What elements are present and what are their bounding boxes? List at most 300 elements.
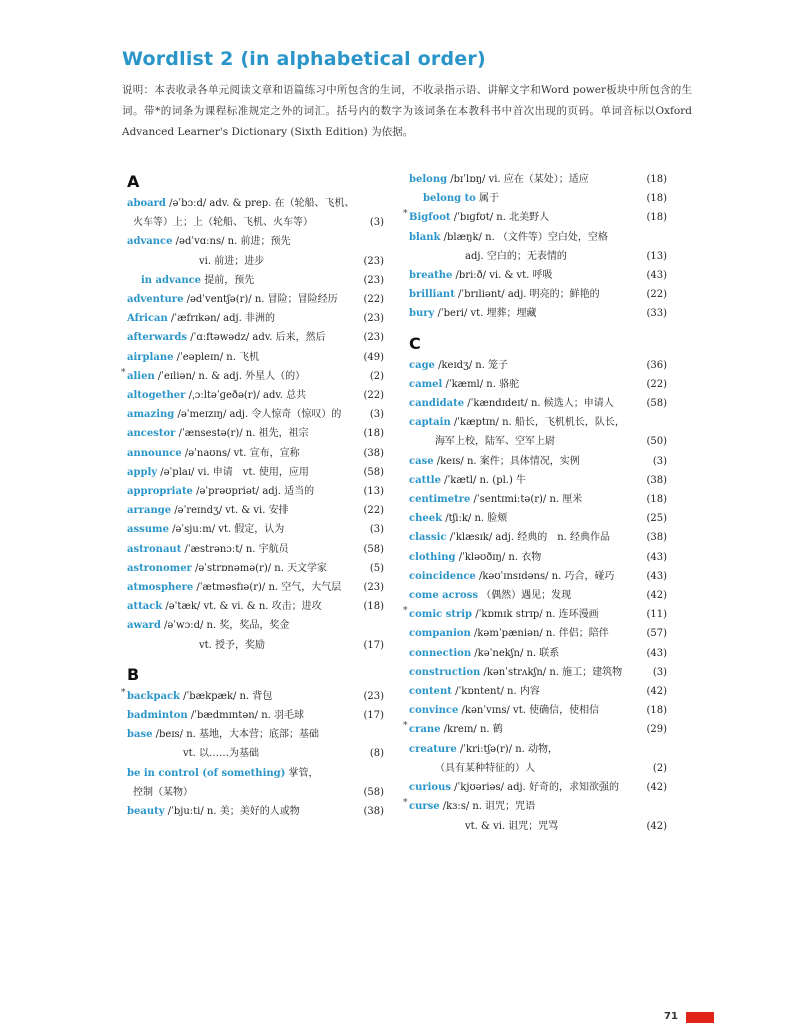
wordlist-entry [409,304,667,323]
headword: candidate [409,398,465,410]
entry-text [127,271,360,290]
entry-text [409,644,643,663]
headword: base [127,729,153,741]
page-ref: (42) [646,782,667,794]
page-ref: (11) [646,609,667,621]
entry-line [403,797,667,816]
entry-continuation-line [127,744,384,763]
entry-text [127,616,360,635]
page-ref: (8) [369,748,384,760]
entry-line [409,778,667,797]
page-ref: (38) [363,806,384,818]
entry-text: vt. & vi. 诅咒；咒骂 [465,820,559,832]
entry-continuation-line [409,817,667,836]
definition: （偶然）遇见；发现 [477,590,572,602]
entry-line [409,548,667,567]
headword: African [127,313,168,325]
asterisk-mark: * [403,606,408,617]
headword: connection [409,647,472,659]
entry-text [409,778,643,797]
definition: /ˈæfrɪkən/ adj. 非洲的 [167,313,275,325]
headword: assume [127,524,169,536]
asterisk-mark: * [403,721,408,732]
wordlist-entry [121,367,384,386]
entry-line [127,309,384,328]
wordlist-entry [409,586,667,605]
entry-line [409,682,667,701]
wordlist-entry [403,797,667,835]
definition: /əˈstrɒnəmə(r)/ n. 天文学家 [191,562,328,574]
page-ref: (22) [363,390,384,402]
entry-text [127,482,360,501]
headword: captain [409,417,451,429]
entry-line [403,720,667,739]
page-ref: (18) [646,193,667,205]
definition: /ˈætməsfɪə(r)/ n. 空气，大气层 [193,582,342,594]
definition: /əˈplaɪ/ vi. 申请 vt. 使用，应用 [157,466,309,478]
page-ref: (18) [363,601,384,613]
headword: adventure [127,294,184,306]
entry-text [127,578,360,597]
page-ref: (43) [646,570,667,582]
entry-line [409,189,667,208]
entry-line [409,624,667,643]
entry-line [127,405,384,424]
page-ref: (33) [646,308,667,320]
headword: cattle [409,474,441,486]
page-ref: (18) [646,174,667,185]
entry-line [127,540,384,559]
headword: blank [409,231,441,243]
wordlist-entry [127,802,384,821]
entry-text [127,290,360,309]
entry-text [127,232,360,251]
definition: /əˈnaʊns/ vt. 宣布，宣称 [181,447,300,459]
wordlist-entry [409,624,667,643]
entry-text: vi. 前进；进步 [199,255,265,267]
page-ref: (43) [646,551,667,563]
definition: /ədˈventʃə(r)/ n. 冒险；冒险经历 [183,294,338,306]
entry-line [127,501,384,520]
page-ref: (58) [363,786,384,798]
page-ref: (22) [363,294,384,306]
headword: camel [409,378,443,390]
entry-text [409,528,643,547]
definition: /ˈbjuːti/ n. 美；美好的人或物 [164,806,300,818]
wordlist-entry [127,463,384,482]
page-ref: (36) [646,359,667,371]
page-ref: (57) [646,628,667,640]
entry-line [127,328,384,347]
section-letter: A [127,172,140,191]
headword: advance [127,236,173,248]
headword: airplane [127,351,174,363]
entry-continuation-line [409,432,667,451]
headword: brilliant [409,289,455,301]
entry-text [409,663,643,682]
wordlist-entry [127,725,384,763]
entry-text [127,501,360,520]
wordlist-entry [409,509,667,528]
headword: apply [127,466,158,478]
page-title: Wordlist 2 (in alphabetical order) [122,48,486,70]
entry-text [127,463,360,482]
entry-line [127,194,384,213]
entry-continuation-line [127,252,384,271]
intro-note: 说明：本表收录各单元阅读文章和语篇练习中所包含的生词，不收录指示语、讲解文字和Word power板块中所包含的生词。带*的词条为课程标准规定之外的词汇。括号内的数字为该词条在本教科书中首次出现的页码。单词音标以Oxford Advanced Learner's Dictionary (Sixth Edition) 为依据。 [122,84,692,138]
wordlist-entry [409,663,667,682]
page-ref: (3) [369,217,384,229]
definition: /ˈkɒmɪk strɪp/ n. 连环漫画 [472,609,599,621]
entry-line [409,567,667,586]
headword: afterwards [127,332,188,344]
definition: /ˈkriːtʃə(r)/ n. 动物， [456,743,559,755]
entry-line [127,559,384,578]
entry-continuation-line [409,759,667,778]
entry-line [127,424,384,443]
wordlist-entry [409,682,667,701]
entry-line [409,394,667,413]
page-ref: (2) [369,370,384,382]
definition: /ˈkɒntent/ n. 内容 [451,686,540,698]
entry-line [409,663,667,682]
page-ref: (23) [363,255,384,267]
entry-continuation-line [127,636,384,655]
entry-text [409,285,643,304]
section-letter: B [127,664,140,684]
wordlist-entry [127,482,384,501]
page-ref: (49) [363,351,384,363]
entry-line [127,386,384,405]
wordlist-entry [127,559,384,578]
definition: /keɪdʒ/ n. 笼子 [434,359,509,371]
entry-text [127,424,360,443]
entry-line [127,802,384,821]
headword: beauty [127,806,165,818]
wordlist-entry [409,452,667,471]
right-column [403,170,667,836]
entry-line [409,228,667,247]
asterisk-mark: * [121,687,126,698]
entry-text [409,266,643,285]
headword: come across [409,590,478,602]
entry-text [127,540,360,559]
wordlist-entry [409,701,667,720]
entry-line [127,444,384,463]
asterisk-mark: * [403,209,408,220]
entry-text [127,309,360,328]
page-ref: (13) [363,486,384,498]
entry-text [409,304,643,323]
page-ref: (3) [652,666,667,678]
wordlist-entry [403,208,667,227]
entry-text [409,548,643,567]
headword: cheek [409,513,443,525]
headword: attack [127,601,163,613]
wordlist-entry [127,520,384,539]
headword: case [409,455,434,467]
definition: /əˈsjuːm/ vt. 假定，认为 [168,524,285,536]
headword: classic [409,532,447,544]
wordlist-entry [121,687,384,706]
entry-text [127,194,360,213]
entry-text [127,367,360,386]
wordlist-entry [127,597,384,616]
entry-text [127,386,360,405]
page-ref: (43) [646,270,667,282]
wordlist-entry [409,228,667,266]
definition: /ˈɑːftəwədz/ adv. 后来，然后 [187,332,326,344]
definition: /bɪˈlɒŋ/ vi. 应在（某处）；适应 [447,174,589,185]
page-ref: (29) [646,724,667,736]
page-ref: (58) [363,543,384,555]
headword: backpack [127,690,180,702]
definition: /kɜːs/ n. 诅咒；咒语 [439,801,536,813]
page-ref: (18) [646,212,667,224]
entry-line [127,271,384,290]
entry-text [127,328,360,347]
wordlist-entry [127,232,384,270]
entry-line [409,701,667,720]
definition: /kəʊˈɪnsɪdəns/ n. 巧合，碰巧 [475,570,615,582]
headword: amazing [127,409,175,421]
page-ref: (22) [646,378,667,390]
page-ref: (17) [363,639,384,651]
entry-text [409,394,643,413]
entry-text [409,356,643,375]
definition: /kənˈvɪns/ vt. 使确信，使相信 [458,705,600,717]
entry-text: 控制（某物） [133,786,193,798]
headword: atmosphere [127,582,194,594]
entry-text: vt. 授予，奖励 [199,639,266,651]
definition: 掌管， [285,767,319,779]
wordlist-entry [127,540,384,559]
entry-line [409,170,667,189]
definition: /kəˈnekʃn/ n. 联系 [471,647,560,659]
wordlist-entry [409,375,667,394]
headword: content [409,686,452,698]
page-ref: (22) [363,505,384,517]
page-ref: (23) [363,313,384,325]
headword: astronomer [127,562,192,574]
definition: /əˈbɔːd/ adv. & prep. 在（轮船、飞机、 [165,198,355,209]
page-ref: (3) [652,455,667,467]
entry-text: vt. 以……为基础 [183,748,260,760]
wordlist-entry [409,356,667,375]
entry-line [127,706,384,725]
left-column [121,170,384,821]
wordlist-entry [127,271,384,290]
wordlist-entry [409,548,667,567]
page-ref: (3) [369,409,384,421]
headword: clothing [409,551,456,563]
entry-text: 海军上校，陆军、空军上尉 [435,436,555,448]
headword: crane [409,724,441,736]
wordlist-entry [409,778,667,797]
entry-line [127,348,384,367]
entry-line [403,208,667,227]
page-ref: (17) [363,710,384,722]
headword: be in control (of something) [127,767,286,779]
definition: /ˌɔːltəˈɡeðə(r)/ adv. 总共 [185,390,307,402]
wordlist-entry [403,605,667,624]
headword: centimetre [409,494,471,506]
headword: arrange [127,505,172,517]
entry-continuation-line [127,783,384,802]
entry-text [409,720,643,739]
entry-text [409,509,643,528]
headword: ancestor [127,428,176,440]
definition: /əˈreɪndʒ/ vt. & vi. 安排 [171,505,289,517]
entry-line [127,578,384,597]
wordlist-entry [409,490,667,509]
definition: /kəmˈpæniən/ n. 伴侣；陪伴 [470,628,609,640]
entry-line [127,725,384,744]
page-ref: (3) [369,524,384,536]
entry-line [409,413,667,432]
entry-line [409,285,667,304]
headword: badminton [127,710,188,722]
entry-continuation-line [409,247,667,266]
entry-text [127,444,360,463]
wordlist-entry [127,290,384,309]
wordlist-entry [127,501,384,520]
entry-text [127,687,360,706]
entry-line [127,482,384,501]
entry-text [127,405,360,424]
entry-line [127,616,384,635]
entry-text [409,413,643,432]
entry-text [409,624,643,643]
page-ref: (38) [363,447,384,459]
definition: /ˈbɪɡfʊt/ n. 北美野人 [450,212,550,224]
page-ref: (23) [363,274,384,286]
definition: /ˈsentɪmiːtə(r)/ n. 厘米 [470,494,583,506]
page-ref: (42) [646,686,667,698]
definition: /ˈkætl/ n. (pl.) 牛 [440,474,527,486]
definition: /ˈkləʊðɪŋ/ n. 衣物 [455,551,542,563]
entry-line [121,367,384,386]
headword: astronaut [127,543,182,555]
headword: curious [409,782,451,794]
wordlist-entry [409,189,667,208]
definition: /ˈbædmɪntən/ n. 羽毛球 [187,710,305,722]
page-ref: (18) [646,705,667,717]
definition: /ˈkjʊəriəs/ adj. 好奇的，求知欲强的 [451,782,619,794]
page-ref: (42) [646,590,667,602]
page-ref: (38) [646,532,667,544]
headword: coincidence [409,570,476,582]
entry-text [409,189,643,208]
page-ref: (18) [363,428,384,440]
entry-line [127,520,384,539]
entry-line [409,490,667,509]
headword: in advance [141,274,202,286]
entry-line [409,375,667,394]
entry-text [409,375,643,394]
wordlist-entry [409,567,667,586]
page-ref: (13) [646,250,667,262]
wordlist-entry [127,405,384,424]
wordlist-entry [127,764,384,802]
headword: award [127,620,161,632]
entry-text [409,452,643,471]
entry-line [127,463,384,482]
entry-line [409,266,667,285]
page-ref: (23) [363,690,384,702]
definition: /kreɪn/ n. 鹤 [440,724,503,736]
entry-text [409,682,643,701]
entry-text [127,764,360,783]
entry-line [409,586,667,605]
entry-text [409,740,643,759]
definition: /beɪs/ n. 基地，大本营；底部；基础 [152,729,320,741]
definition: /kənˈstrʌkʃn/ n. 施工；建筑物 [480,666,623,678]
headword: announce [127,447,182,459]
page-ref: (18) [646,494,667,506]
headword: curse [409,801,440,813]
definition: 属于 [475,193,500,205]
wordlist-entry [127,578,384,597]
definition: /ˈeɪliən/ n. & adj. 外星人（的） [154,370,306,382]
page-ref: (42) [646,820,667,832]
entry-text [409,567,643,586]
headword: companion [409,628,471,640]
entry-text [409,490,643,509]
page-ref: (58) [363,466,384,478]
entry-line [127,232,384,251]
page-number: 71 [664,1011,678,1022]
definition: /ˈberi/ vt. 埋葬；埋藏 [434,308,537,320]
entry-line [121,687,384,706]
definition: /tʃiːk/ n. 脸颊 [442,513,508,525]
entry-text [127,706,360,725]
wordlist-entry [409,528,667,547]
headword: bury [409,308,435,320]
wordlist-entry [409,266,667,285]
wordlist-entry [409,285,667,304]
definition: /blæŋk/ n. （文件等）空白处，空格 [440,231,608,243]
entry-text: 火车等）上；上（轮船、飞机、火车等） [133,217,313,229]
entry-text [127,725,360,744]
wordlist-entry [127,348,384,367]
wordlist-entry [127,616,384,654]
entry-continuation-line [127,213,384,232]
entry-text [409,208,643,227]
definition: /ˈbækpæk/ n. 背包 [179,690,273,702]
headword: Bigfoot [409,212,451,224]
headword: alien [127,370,155,382]
definition: /ˈklæsɪk/ adj. 经典的 n. 经典作品 [446,532,611,544]
entry-line [127,764,384,783]
definition: /əˈprəʊpriət/ adj. 适当的 [192,486,315,498]
page-ref: (2) [652,762,667,774]
page-ref: (23) [363,582,384,594]
entry-text [409,471,643,490]
headword: construction [409,666,481,678]
entry-text [409,701,643,720]
page-ref: (5) [369,562,384,574]
entry-text [127,559,360,578]
definition: /ˈkændɪdeɪt/ n. 候选人；申请人 [464,398,614,410]
entry-line [409,740,667,759]
entry-line [127,597,384,616]
definition: /ˈbrɪliənt/ adj. 明亮的；鲜艳的 [454,289,600,301]
definition: /əˈtæk/ vt. & vi. & n. 攻击；进攻 [162,601,322,613]
page-ref: (43) [646,647,667,659]
page-ref: (25) [646,513,667,525]
page-ref: (38) [646,474,667,486]
